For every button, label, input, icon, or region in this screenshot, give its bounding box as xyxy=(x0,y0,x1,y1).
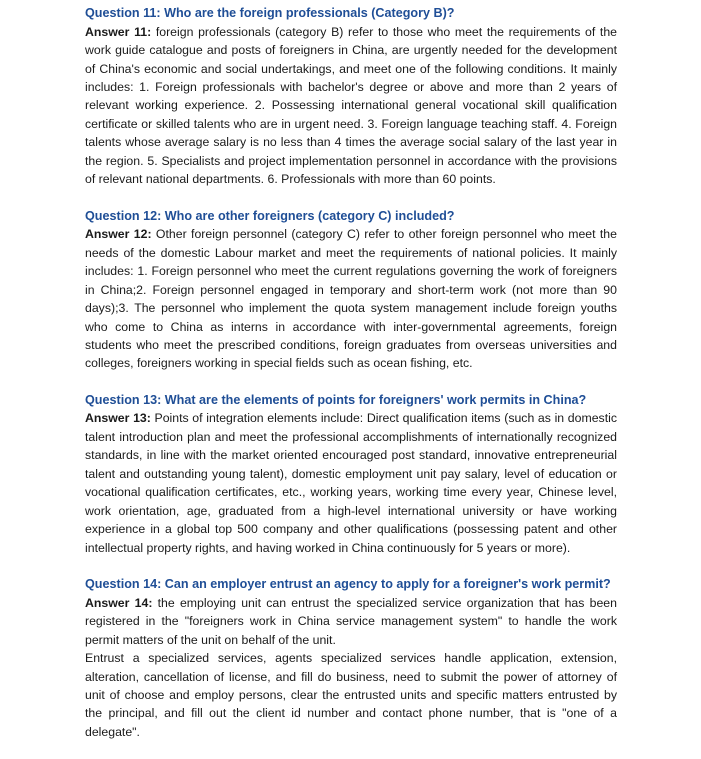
answer-text: Other foreign personnel (category C) refer to other foreign personnel who meet the needs of the domestic Labour market and meet the requirements of national policies. It mainly includes: 1. Foreign personnel who meet the current regulations governing the work of foreigners in China;2. Foreign personnel engaged in temporary and short-term work (not more than 90 days);3. The personnel who implement the quota system management include foreign youths who come to China as interns in accordance with inter-governmental agreements, foreign students who meet the prescribed conditions, foreign graduates from overseas universities and colleges, foreigners working in special fields such as ocean fishing, etc. xyxy=(85,227,617,371)
question-heading: Question 14: Can an employer entrust an agency to apply for a foreigner's work permit? xyxy=(85,577,611,592)
qa-item-13 xyxy=(85,391,617,557)
answer-text: foreign professionals (category B) refer to those who meet the requirements of the work guide catalogue and posts of foreigners in China, are urgently needed for the development of China's economic and social undertakings, and meet one of the following conditions. It mainly includes: 1. Foreign professionals with bachelor's degree or above and more than 2 years of relevant working experience. 2. Possessing international general vocational skill qualification certificate or skilled talents who are in urgent need. 3. Foreign language teaching staff. 4. Foreign talents whose average salary is no less than 4 times the average social salary of the last year in the region. 5. Specialists and project implementation personnel in accordance with the provisions of relevant national departments. 6. Professionals with more than 60 points. xyxy=(85,24,617,187)
question-heading: Question 12: Who are other foreigners (category C) included? xyxy=(85,208,455,223)
question-heading: Question 11: Who are the foreign professionals (Category B)? xyxy=(85,6,455,20)
extra-paragraph: Entrust a specialized services, agents specialized services handle application, extension, alteration, cancellation of license, and fill do business, need to submit the power of attorney of unit of choose and employ persons, clear the entrusted units and specific matters entrusted by the principal, and fill out the client id number and contact phone number, that is "one of a delegate". xyxy=(85,651,617,739)
answer-paragraph xyxy=(85,594,617,649)
answer-label: Answer 12: xyxy=(85,227,152,242)
document-page xyxy=(85,4,617,759)
answer-paragraph xyxy=(85,225,617,373)
answer-label: Answer 13: xyxy=(85,411,151,426)
qa-item-11 xyxy=(85,4,617,189)
qa-item-14 xyxy=(85,575,617,741)
answer-text: the employing unit can entrust the specialized service organization that has been registered in the "foreigners work in China service management system" to handle the work permit matters of the unit on behalf of the unit. xyxy=(85,595,617,647)
answer-text: Points of integration elements include: Direct qualification items (such as in domestic talent introduction plan and meet the professional accomplishments of internationally recognized standards, in line with the market oriented encouraged post standard, innovative entrepreneurial talent and outstanding young talent), domestic employment unit pay salary, level of education or vocational qualification certificates, etc., working years, working time every year, Chinese level, work orientation, age, graduated from a high-level international university or have working experience in a global top 500 company and other qualifications (possessing patent and other intellectual property rights, and having worked in China continuously for 5 years or more). xyxy=(85,411,617,555)
answer-label: Answer 14: xyxy=(85,595,153,610)
question-heading: Question 13: What are the elements of points for foreigners' work permits in China? xyxy=(85,392,587,407)
answer-paragraph xyxy=(85,409,617,557)
qa-item-12 xyxy=(85,207,617,373)
answer-paragraph xyxy=(85,23,617,189)
answer-label: Answer 11: xyxy=(85,24,152,39)
